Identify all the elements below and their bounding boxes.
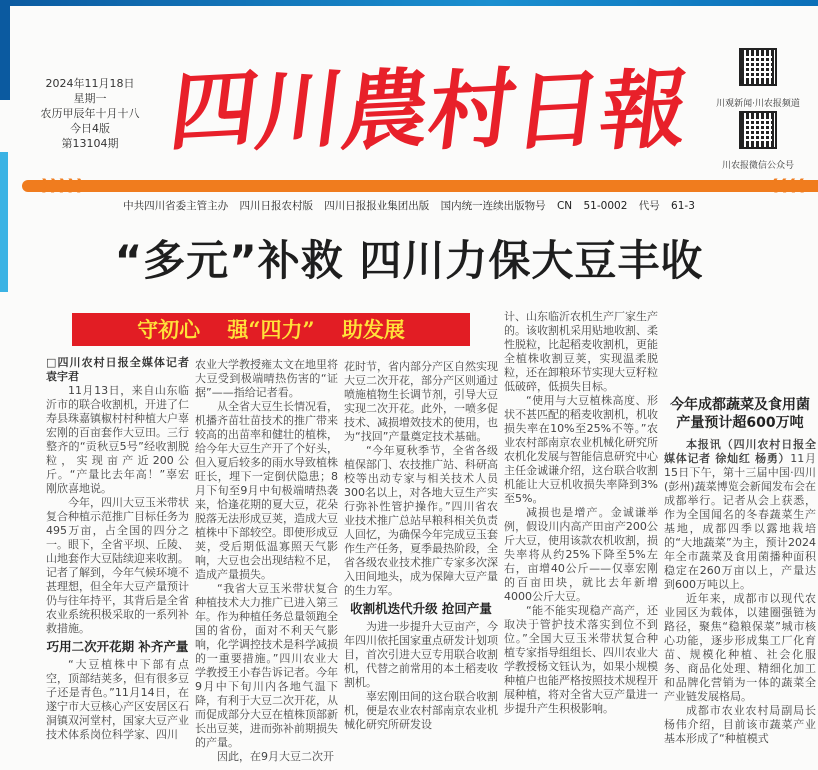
paragraph (664, 438, 816, 592)
qr-caption: 川农报微信公众号 (721, 161, 794, 171)
issue-date: 2024年11月18日 (45, 77, 135, 90)
paragraph: 为进一步提升大豆亩产，今年四川依托国家重点研发计划项目，首次引进大豆专用联合收割机，代替之前常用的本土稻麦收割机。 (344, 620, 498, 689)
article-column-1 (46, 356, 189, 742)
paragraph: 近年来，成都市以现代农业园区为载体，以建圈强链为路径，聚焦“稳粮保菜”城市核心功能，逐步形成集工厂化育苗、规模化种植、社会化服务、商品化处理、精细化加工和品牌化营销为一体的蔬菜全产业链发展格局。 (664, 592, 816, 703)
side-headline: 今年成都蔬菜及食用菌产量预计超600万吨 (670, 397, 810, 431)
article-column-2 (195, 358, 338, 764)
article-column-4 (504, 310, 658, 716)
left-decor-strip (0, 0, 10, 100)
paragraph: 成都市农业农村局副局长杨伟介绍，目前该市蔬菜产业基本形成了“种植模式 (664, 704, 816, 745)
issue-number: 第13104期 (61, 137, 119, 150)
byline: □四川农村日报全媒体记者 袁宇君 (46, 356, 189, 383)
paragraph: 今年，四川大豆玉米带状复合种植示范推广目标任务为495万亩，占全国的四分之一。眼下，全省平坝、丘陵、山地套作大豆陆续迎来收割。记者了解到，今年气候环境不甚理想，但全年大豆产量预计仍与往年持平，其背后是全省农业系统积极采取的一系列补救措施。 (46, 496, 189, 635)
subheading: 巧用二次开花期 补齐产量 (46, 639, 189, 654)
wheat-icon: ❮❮❮❮ (768, 177, 803, 193)
lead-text: 11月15日下午，第十三届中国·四川(彭州)蔬菜博览会新闻发布会在成都举行。记者从会上获悉，作为全国闻名的冬春蔬菜生产基地，成都四季以露地栽培的“大地蔬菜”为主，预计2024年全市蔬菜及食用菌播种面积稳定在260万亩以上，产量达到600万吨以上。 (664, 452, 816, 591)
paragraph: 计、山东临沂农机生产厂家生产的。该收割机采用贴地收割、柔性脱粒，比起稻麦收割机，更能全植株收割豆荚，实现温柔脱粒，还在卸粮环节实现大豆籽粒低破碎，低损失目标。 (504, 310, 658, 393)
byline: 本报讯（四川农村日报全媒体记者 徐灿红 杨勇） (664, 438, 816, 465)
newspaper-logo: 四 川 農 村 日 報 (164, 57, 694, 164)
page-count: 今日4版 (70, 122, 110, 135)
paragraph: “使用与大豆植株高度、形状不甚匹配的稻麦收割机，机收损失率在10%至25%不等。”农业农村部南京农业机械化研究所农机化发展与智能信息研究中心主任金诚谦介绍，这台联合收割机能让大豆机收损失率降到3%至5%。 (504, 394, 658, 505)
paragraph: 减损也是增产。金诚谦举例，假设川内高产田亩产200公斤大豆，使用该款农机收割，损失率将从约25%下降至5%左右，亩增40公斤——仅辜宏刚的百亩田块，就比去年新增4000公斤大豆。 (504, 506, 658, 603)
main-headline: “多元”补救 四川力保大豆丰收 (114, 236, 704, 285)
article-column-3 (344, 360, 498, 732)
paragraph: “我省大豆玉米带状复合种植技术大力推广已进入第三年。作为种植任务总量领跑全国的省份，面对不利天气影响，化学调控技术是科学减损的一重要措施。”四川农业大学教授王小春告诉记者。今年9月中下旬川内各地气温下降，有利于大豆二次开花，从而促成部分大豆在植株顶部新长出豆荚，进而弥补前期损失的产量。 (195, 582, 338, 749)
qr-code-icon (739, 48, 777, 86)
paragraph: 花时节，省内部分产区自然实现大豆二次开花，部分产区则通过喷施植物生长调节剂，引导大豆实现二次开花。此外，一喷多促技术、减损增效技术的使用，也为“找回”产量奠定技术基础。 (344, 360, 498, 443)
paragraph: “大豆植株中下部有点空，顶部结荚多，但有很多豆子还是青色。”11月14日，在遂宁市大豆核心产区安居区石洞镇双河堂村，国家大豆产业技术体系岗位科学家、四川 (46, 658, 189, 741)
weekday: 星期一 (73, 92, 107, 105)
qr-caption: 川观新闻·川农报频道 (716, 99, 800, 109)
side-article (664, 396, 816, 746)
wheat-icon: ❯❯❯❯❯ (40, 177, 84, 193)
paragraph: 因此，在9月大豆二次开 (217, 750, 334, 763)
paragraph: “能不能实现稳产高产，还取决于管护技术落实到位不到位。”全国大豆玉米带状复合种植专家指导组组长、四川农业大学教授杨文钰认为，如果小规模种植户也能严格按照技术规程开展种植，将对全省大豆产量进一步提升产生积极影响。 (504, 604, 658, 715)
paragraph: 11月13日，来自山东临沂市的联合收割机，开进了仁寿县珠嘉镇椒村村种植大户辜宏刚的百亩套作大豆田。三行整齐的“贡秋豆5号”经收割脱粒，实现亩产近200公斤。“产量比去年高！”辜宏刚欣喜地说。 (46, 384, 189, 495)
column-banner: 守初心 强“四力” 助发展 (72, 313, 470, 346)
issue-date-block (40, 76, 140, 151)
paragraph: 辜宏刚田间的这台联合收割机，便是农业农村部南京农业机械化研究所研发设 (344, 690, 498, 731)
paragraph: 从全省大豆生长情况看，机播齐苗壮苗技术的推广带来较高的出苗率和健壮的植株，给今年大豆生产开了个好头，但入夏后较多的雨水导致植株旺长，埋下一定倒伏隐患；8月下旬至9月中旬极端晴热袭来，恰逢花期的夏大豆，花朵脱落无法形成豆荚，造成大豆植株中下部较空。即使形成豆荚，受后期低温寡照天气影响，大豆也会出现结粒不足，造成产量损失。 (195, 400, 338, 581)
lunar-date: 农历甲辰年十月十八 (40, 107, 140, 120)
top-decor-band (0, 0, 818, 6)
publication-info: 中共四川省委主管主办 四川日报农村版 四川日报报业集团出版 国内统一连续出版物号 CN 51-0002 代号 61-3 (123, 200, 695, 212)
masthead-orange-bar (22, 180, 818, 192)
subheading: 收割机迭代升级 抢回产量 (350, 601, 492, 616)
qr-code-icon (739, 111, 777, 149)
paragraph: “今年夏秋季节，全省各级植保部门、农技推广站、科研高校等出动专家与相关技术人员300名以上，对各地大豆生产实行弥补性管护操作。”四川省农业技术推广总站早粮科相关负责人回忆，为确保今年完成豆玉套作生产任务，夏季最热阶段，全省各级农业技术推广专家多次深入田间地头，成为保障大豆产量的生力军。 (344, 444, 498, 597)
paragraph: 农业大学教授雍太文在地里将大豆受到极端晴热伤害的“证据”——指给记者看。 (195, 358, 338, 399)
